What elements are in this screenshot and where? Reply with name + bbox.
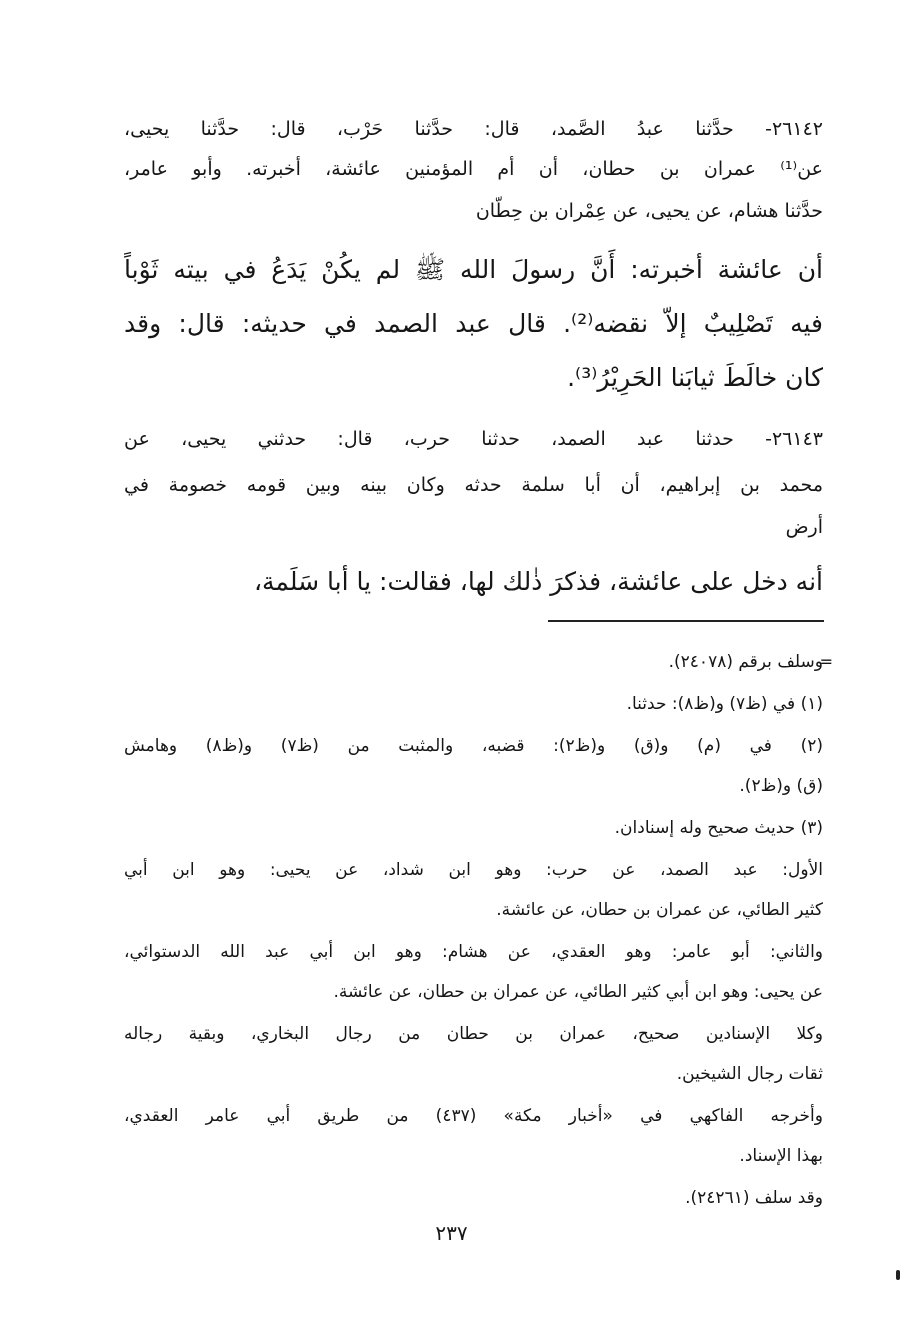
hadith-26142-matn-line-2: فيه تَصْلِيبٌ إلاّ نقضه⁽²⁾. قال عبد الصمد في حديثه: قال: وقد <box>124 309 823 338</box>
hadith-26143-isnad-line-1: ٢٦١٤٣- حدثنا عبد الصمد، حدثنا حرب، قال: حدثني يحيى، عن <box>124 428 823 450</box>
hadith-26142-matn-line-3: كان خالَطَ ثيابَنا الحَرِيْرُ⁽³⁾. <box>567 363 823 392</box>
footnote-line: (١) في (ظ٧) و(ظ٨): حدثنا. <box>626 694 823 714</box>
hadith-26142-isnad-line-2: عن⁽¹⁾ عمران بن حطان، أن أم المؤمنين عائشة، أخبرته. وأبو عامر، <box>124 158 823 180</box>
footnote-separator <box>548 620 824 622</box>
footnote-line: الأول: عبد الصمد، عن حرب: وهو ابن شداد، عن يحيى: وهو ابن أبي <box>124 860 823 880</box>
hadith-26142-matn-line-1: أن عائشة أخبرته: أَنَّ رسولَ الله ﷺ لم يكُنْ يَدَعُ في بيته ثَوْباً <box>124 255 823 284</box>
footnote-line: وسلف برقم (٢٤٠٧٨). <box>668 652 823 672</box>
footnote-line: (٢) في (م) و(ق) و(ظ٢): قضبه، والمثبت من (ظ٧) و(ظ٨) وهامش <box>124 736 823 756</box>
scan-speck <box>896 1270 900 1280</box>
hadith-26143-matn-line-1: أنه دخل على عائشة، فذكرَ ذٰلك لها، فقالت: يا أبا سَلَمة، <box>253 567 823 596</box>
hadith-26143-isnad-line-3: أرض <box>785 516 823 538</box>
footnote-line: (٣) حديث صحيح وله إسنادان. <box>614 818 823 838</box>
footnote-line: ثقات رجال الشيخين. <box>676 1064 823 1084</box>
hadith-26143-isnad-line-2: محمد بن إبراهيم، أن أبا سلمة حدثه وكان بينه وبين قومه خصومة في <box>124 474 823 496</box>
footnote-line: والثاني: أبو عامر: وهو العقدي، عن هشام: وهو ابن أبي عبد الله الدستوائي، <box>124 942 823 962</box>
hadith-26142-isnad-line-3: حدَّثنا هشام، عن يحيى، عن عِمْران بن حِطَّان <box>475 200 823 222</box>
page-number: ٢٣٧ <box>435 1221 468 1245</box>
footnote-line: وكلا الإسنادين صحيح، عمران بن حطان من رجال البخاري، وبقية رجاله <box>124 1024 823 1044</box>
footnote-line: كثير الطائي، عن عمران بن حطان، عن عائشة. <box>496 900 823 920</box>
footnote-line: وأخرجه الفاكهي في «أخبار مكة» (٤٣٧) من طريق أبي عامر العقدي، <box>124 1106 823 1126</box>
footnote-line: عن يحيى: وهو ابن أبي كثير الطائي، عن عمران بن حطان، عن عائشة. <box>333 982 823 1002</box>
footnote-line: (ق) و(ظ٢). <box>739 776 823 796</box>
footnote-line: بهذا الإسناد. <box>739 1146 823 1166</box>
hadith-26142-isnad-line-1: ٢٦١٤٢- حدَّثنا عبدُ الصَّمد، قال: حدَّثنا حَرْب، قال: حدَّثنا يحيى، <box>124 118 823 140</box>
footnote-continuation-mark: = <box>819 652 833 671</box>
footnote-line: وقد سلف (٢٤٢٦١). <box>685 1188 823 1208</box>
